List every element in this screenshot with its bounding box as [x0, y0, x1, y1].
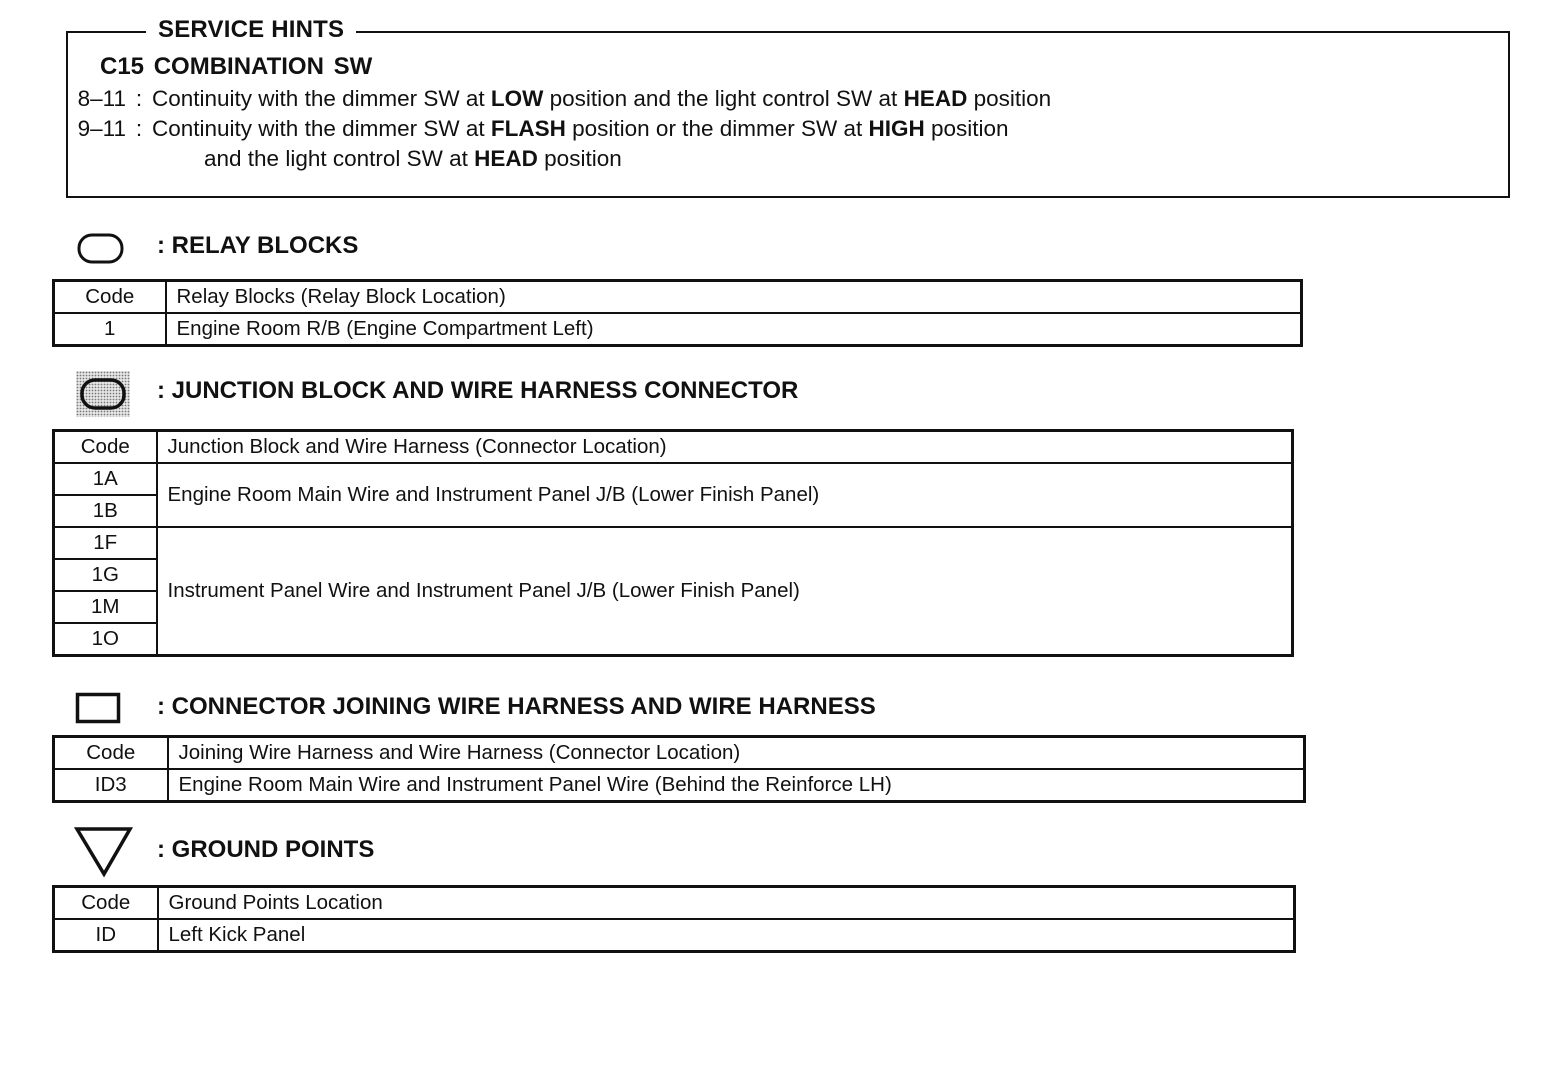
- code-header: Code: [54, 281, 166, 314]
- table-header-row: [54, 737, 1305, 770]
- hint-text-run: position and the light control SW at: [543, 86, 904, 111]
- ground-points-title: : GROUND POINTS: [157, 836, 375, 863]
- description-cell: Left Kick Panel: [158, 919, 1295, 952]
- code-header: Code: [54, 431, 157, 464]
- hint-text: [204, 146, 622, 171]
- table-row: [54, 769, 1305, 802]
- hint-pins: 9–11: [77, 116, 126, 141]
- code-cell: 1O: [54, 623, 157, 656]
- relay-blocks-title: : RELAY BLOCKS: [157, 232, 359, 259]
- hint-text-run: and the light control SW at: [204, 146, 475, 171]
- code-cell: 1G: [54, 559, 157, 591]
- code-cell: ID: [54, 919, 158, 952]
- hint-line-1: [62, 84, 1051, 114]
- hint-keyword: FLASH: [490, 116, 566, 141]
- table-header-row: [54, 431, 1293, 464]
- service-hints-title: SERVICE HINTS: [146, 14, 356, 46]
- description-cell: Engine Room Main Wire and Instrument Panel J/B (Lower Finish Panel): [157, 463, 1293, 527]
- junction-block-icon: [76, 371, 130, 417]
- hint-text-run: Continuity with the dimmer SW at: [152, 116, 491, 141]
- code-cell: 1B: [54, 495, 157, 527]
- description-header: Relay Blocks (Relay Block Location): [166, 281, 1302, 314]
- table-header-row: [54, 281, 1302, 314]
- code-cell: 1: [54, 313, 166, 346]
- hint-pins: 8–11: [77, 86, 126, 111]
- table-row: [54, 919, 1295, 952]
- hint-keyword: LOW: [490, 86, 544, 111]
- table-row: [54, 527, 1293, 559]
- code-cell: ID3: [54, 769, 168, 802]
- table-header-row: [54, 887, 1295, 920]
- description-cell: Engine Room Main Wire and Instrument Panel Wire (Behind the Reinforce LH): [168, 769, 1305, 802]
- hint-keyword: HEAD: [474, 146, 538, 171]
- relay-block-icon: [76, 232, 126, 266]
- hint-line-2-cont: [204, 144, 622, 174]
- hint-text: [152, 86, 1051, 111]
- junction-block-title: : JUNCTION BLOCK AND WIRE HARNESS CONNECTOR: [157, 377, 799, 404]
- hint-keyword: HIGH: [868, 116, 925, 141]
- description-cell: Instrument Panel Wire and Instrument Panel J/B (Lower Finish Panel): [157, 527, 1293, 656]
- description-header: Ground Points Location: [158, 887, 1295, 920]
- junction-block-table: [52, 429, 1294, 657]
- code-cell: 1A: [54, 463, 157, 495]
- description-header: Joining Wire Harness and Wire Harness (Connector Location): [168, 737, 1305, 770]
- hint-separator: :: [135, 116, 143, 141]
- description-cell: Engine Room R/B (Engine Compartment Left): [166, 313, 1302, 346]
- hint-keyword: HEAD: [903, 86, 968, 111]
- connector-icon: [75, 692, 123, 726]
- hint-separator: :: [135, 86, 143, 111]
- ground-point-icon: [74, 826, 134, 878]
- hint-text-run: position: [537, 146, 622, 171]
- hint-text-run: position: [967, 86, 1052, 111]
- code-header: Code: [54, 737, 168, 770]
- hint-line-2: [62, 114, 1009, 144]
- hint-text: [152, 116, 1009, 141]
- service-hints-subtitle: C15 COMBINATION SW: [100, 53, 373, 80]
- description-header: Junction Block and Wire Harness (Connector Location): [157, 431, 1293, 464]
- table-row: [54, 313, 1302, 346]
- table-row: [54, 463, 1293, 495]
- code-cell: 1F: [54, 527, 157, 559]
- code-cell: 1M: [54, 591, 157, 623]
- hint-text-run: position: [924, 116, 1009, 141]
- hint-text-run: Continuity with the dimmer SW at: [152, 86, 491, 111]
- ground-points-table: [52, 885, 1296, 953]
- hint-text-run: position or the dimmer SW at: [565, 116, 869, 141]
- connectors-table: [52, 735, 1306, 803]
- relay-blocks-table: [52, 279, 1303, 347]
- code-header: Code: [54, 887, 158, 920]
- connectors-title: : CONNECTOR JOINING WIRE HARNESS AND WIRE HARNESS: [157, 693, 876, 720]
